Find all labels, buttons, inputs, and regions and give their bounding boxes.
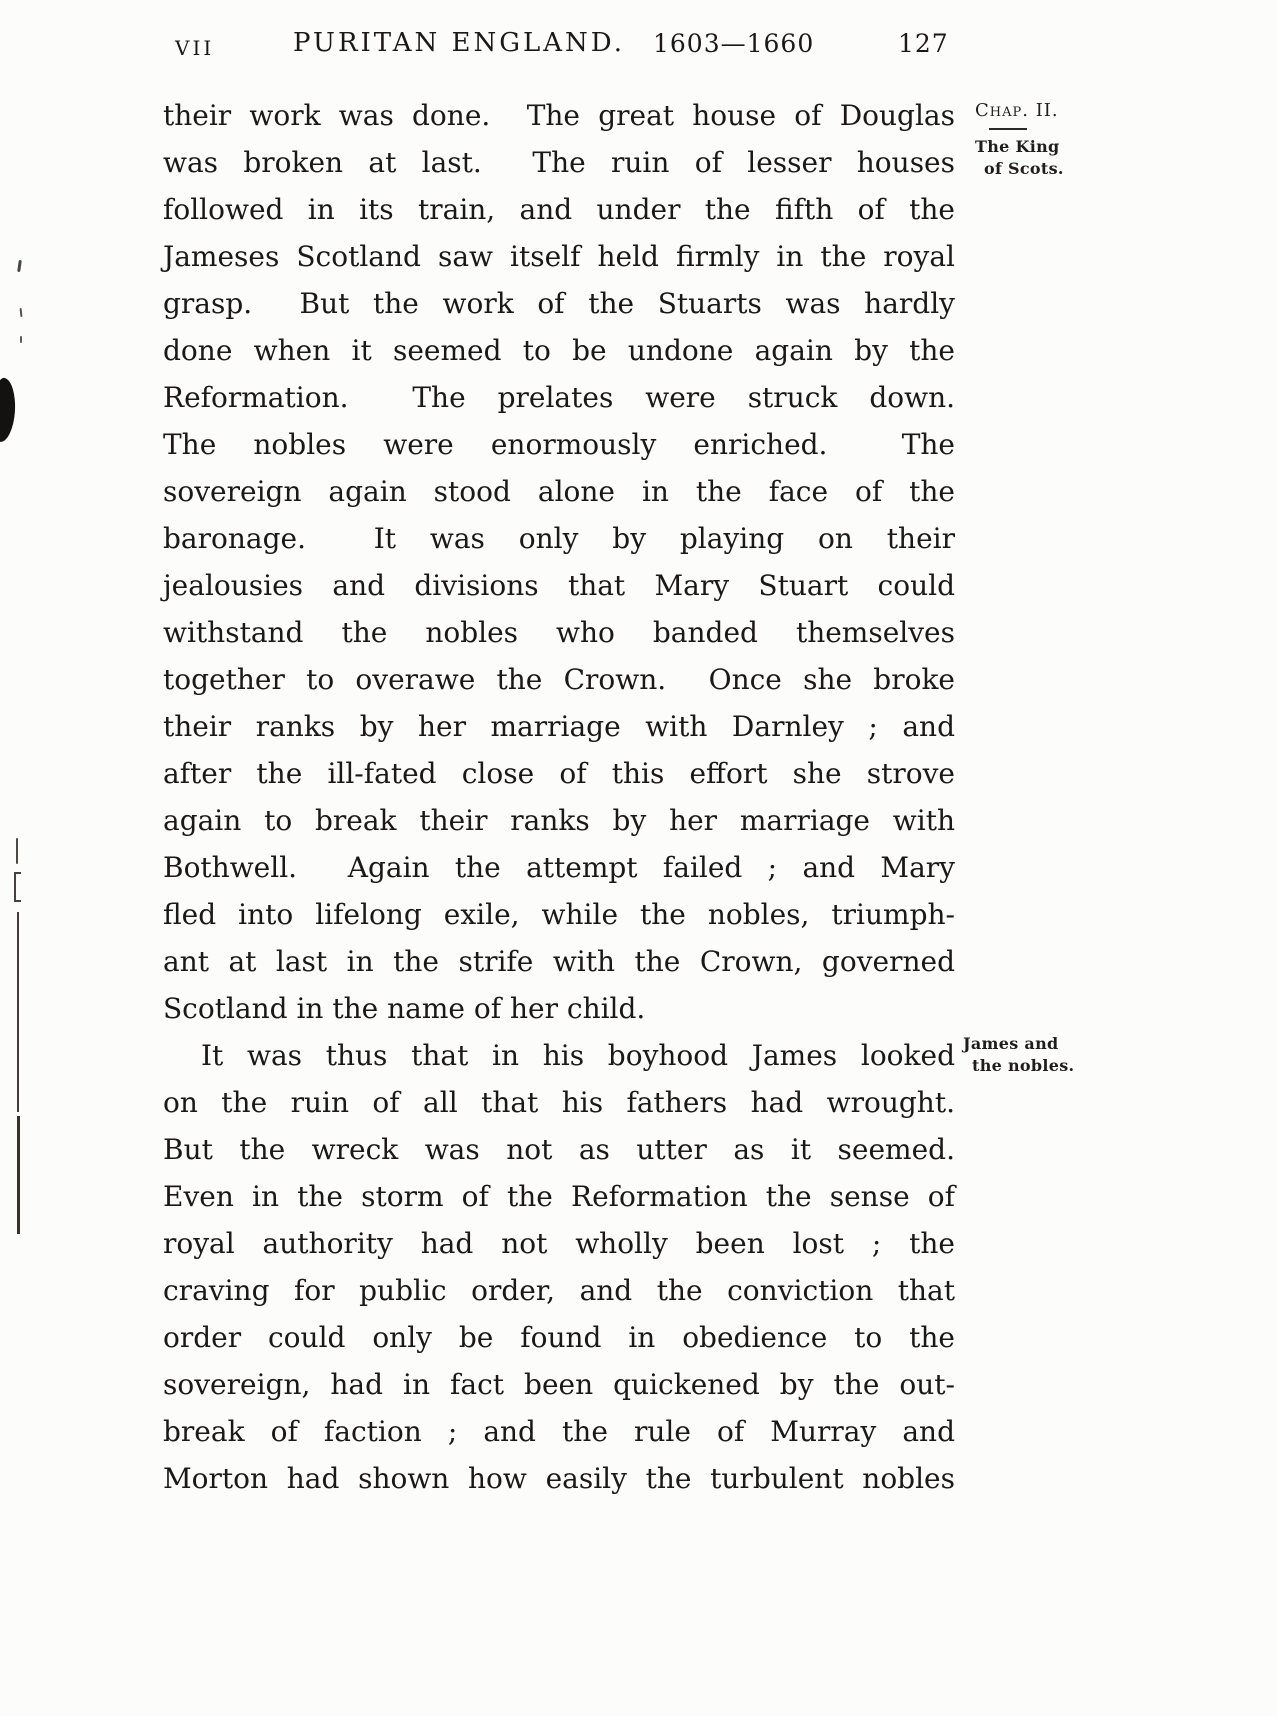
- text-line: But the wreck was not as utter as it seemed.: [163, 1133, 955, 1166]
- text-line: Bothwell. Again the attempt failed ; and Mary: [163, 851, 955, 884]
- text-line: Scotland in the name of her child.: [163, 992, 646, 1025]
- body-text: [163, 92, 955, 1502]
- text-line: baronage. It was only by playing on their: [163, 522, 955, 555]
- text-line: again to break their ranks by her marriage with: [163, 804, 955, 837]
- scan-artifact-line: [17, 912, 19, 1112]
- margin-note-james-nobles: [963, 1033, 1103, 1077]
- scan-artifact-speck: [20, 308, 23, 317]
- text-line: grasp. But the work of the Stuarts was hardly: [163, 287, 955, 320]
- margin-note-line: of Scots.: [984, 159, 1064, 178]
- margin-note-line: James and: [963, 1034, 1059, 1053]
- scan-artifact-mark: [14, 872, 21, 902]
- text-line: was broken at last. The ruin of lesser houses: [163, 146, 955, 179]
- margin-note-line: the nobles.: [972, 1056, 1075, 1075]
- text-line: together to overawe the Crown. Once she broke: [163, 663, 955, 696]
- header-chapter-roman: VII: [175, 36, 215, 60]
- text-line: on the ruin of all that his fathers had wrought.: [163, 1086, 955, 1119]
- scan-artifact-ink-blob: [0, 377, 17, 442]
- text-line: break of faction ; and the rule of Murray and: [163, 1415, 955, 1448]
- margin-chapter-label: Chap. II.: [975, 100, 1059, 121]
- text-line: order could only be found in obedience to the: [163, 1321, 955, 1354]
- running-header: [0, 28, 1277, 68]
- header-title: PURITAN ENGLAND.: [293, 28, 625, 58]
- text-line: It was thus that in his boyhood James looked: [201, 1039, 955, 1072]
- text-line: withstand the nobles who banded themselves: [163, 616, 955, 649]
- text-line: ant at last in the strife with the Crown, governed: [163, 945, 955, 978]
- header-page-number: 127: [898, 29, 949, 58]
- text-line: done when it seemed to be undone again by the: [163, 334, 955, 367]
- text-line: sovereign again stood alone in the face of the: [163, 475, 955, 508]
- scan-artifact-line: [17, 1116, 20, 1234]
- scan-artifact-speck: [20, 336, 22, 343]
- text-line: fled into lifelong exile, while the nobles, triumph-: [163, 898, 955, 931]
- text-line: Even in the storm of the Reformation the sense of: [163, 1180, 955, 1213]
- scan-artifact-speck: [17, 260, 22, 272]
- text-line: The nobles were enormously enriched. The: [163, 428, 955, 461]
- margin-note-rule: [989, 128, 1027, 130]
- text-line: Morton had shown how easily the turbulent nobles: [163, 1462, 955, 1495]
- paragraph: [163, 92, 955, 1032]
- text-line: their work was done. The great house of Douglas: [163, 99, 955, 132]
- scan-artifact-mark: [16, 838, 18, 864]
- margin-note-king-of-scots: [975, 100, 1115, 180]
- text-line: Jameses Scotland saw itself held firmly in the royal: [163, 240, 955, 273]
- text-line: Reformation. The prelates were struck down.: [163, 381, 955, 414]
- text-line: their ranks by her marriage with Darnley ; and: [163, 710, 955, 743]
- header-date-range: 1603—1660: [653, 29, 815, 58]
- margin-note-line: The King: [975, 137, 1060, 156]
- text-line: after the ill-fated close of this effort she strove: [163, 757, 955, 790]
- paragraph: [163, 1032, 955, 1502]
- text-line: jealousies and divisions that Mary Stuart could: [163, 569, 955, 602]
- text-line: sovereign, had in fact been quickened by the out-: [163, 1368, 955, 1401]
- text-line: royal authority had not wholly been lost ; the: [163, 1227, 955, 1260]
- text-line: craving for public order, and the conviction that: [163, 1274, 955, 1307]
- text-line: followed in its train, and under the fifth of the: [163, 193, 955, 226]
